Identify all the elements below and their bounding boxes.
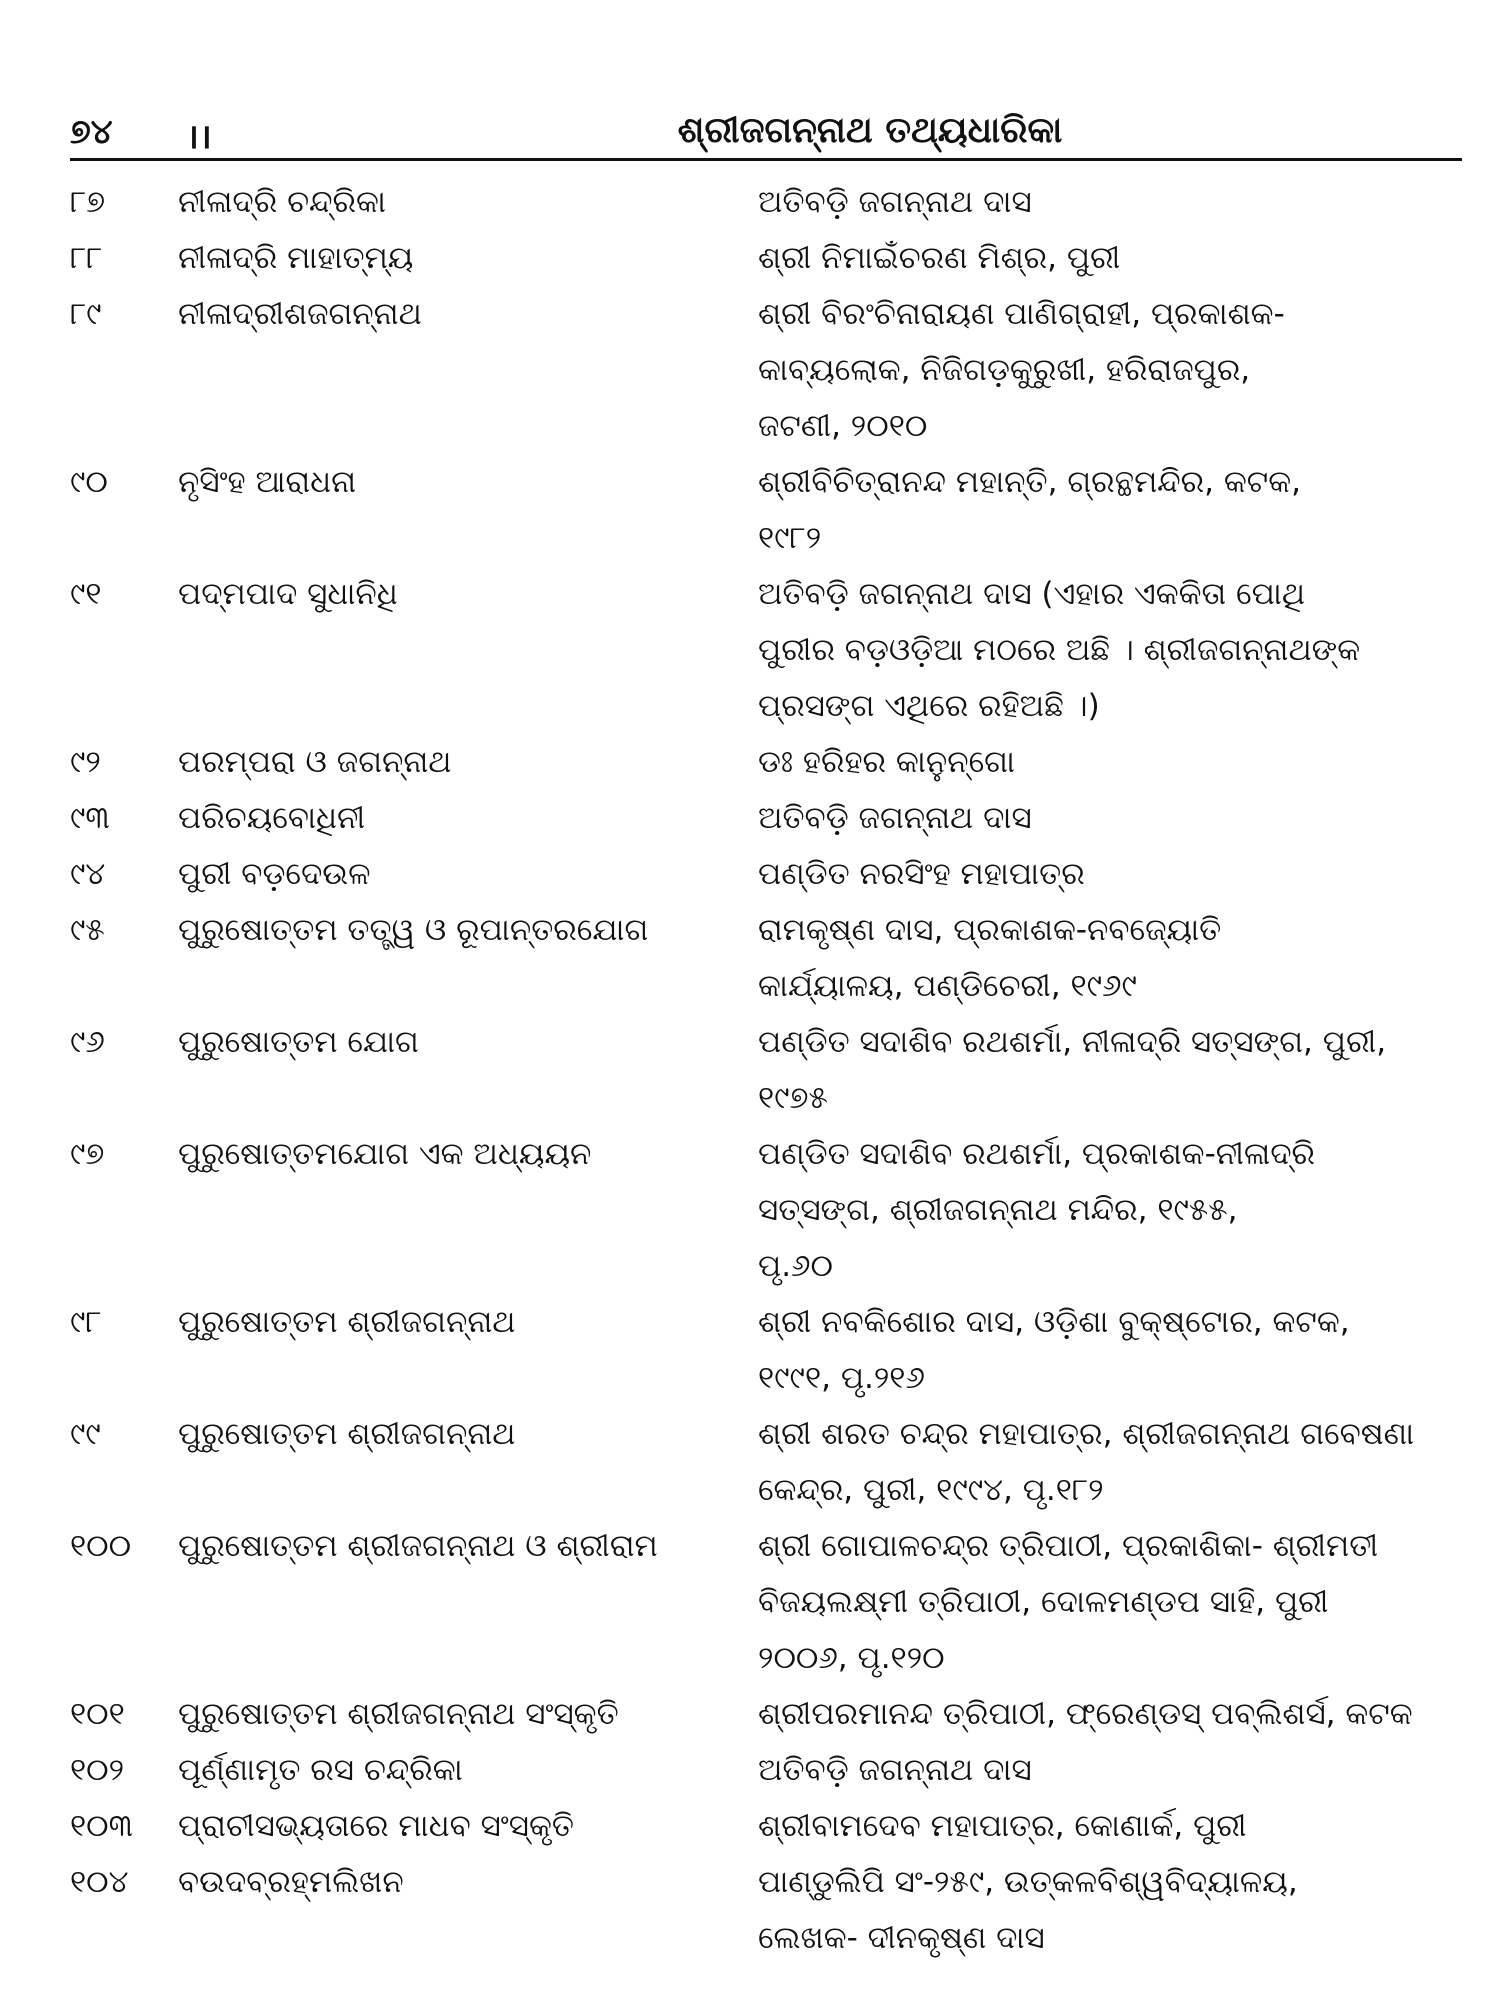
list-item [70, 174, 1462, 230]
entry-author-line: ଶ୍ରୀବାମଦେବ ମହାପାତ୍ର, କୋଣାର୍କ, ପୁରୀ [758, 1808, 1247, 1844]
list-item [70, 1014, 1462, 1126]
list-item [70, 1854, 1462, 1966]
entry-author-line: ଶ୍ରୀ ନିମାଇଁଚରଣ ମିଶ୍ର, ପୁରୀ [758, 240, 1121, 276]
list-item [70, 454, 1462, 566]
list-item [70, 734, 1462, 790]
entry-author-line: କାବ୍ୟଲୋକ, ନିଜିଗଡ଼କୁରୁଖୀ, ହରିରାଜପୁର, [758, 352, 1251, 388]
entry-author [758, 902, 1462, 1014]
entry-number: ୯୮ [70, 1304, 102, 1340]
entry-author-line: ବିଜୟଲକ୍ଷ୍ମୀ ତ୍ରିପାଠୀ, ଦୋଳମଣ୍ଡପ ସାହି, ପୁରୀ [758, 1584, 1329, 1620]
entry-number: ୧୦୧ [70, 1696, 125, 1732]
list-item [70, 846, 1462, 902]
entry-author [758, 174, 1462, 230]
entry-number: ୯୨ [70, 744, 101, 780]
running-title: ଶ୍ରୀଜଗନ୍ନାଥ ତଥ୍ୟଧାରିକା [677, 110, 1063, 151]
entry-author-line: ଶ୍ରୀ ଗୋପାଳଚନ୍ଦ୍ର ତ୍ରିପାଠୀ, ପ୍ରକାଶିକା- ଶ୍ରୀମତୀ [758, 1528, 1379, 1564]
entry-author-line: ପୃ.୬୦ [758, 1248, 833, 1284]
entry-author-line: ପ୍ରସଙ୍ଗ ଏଥିରେ ରହିଅଛି ।) [758, 688, 1100, 724]
entry-number: ୮୮ [70, 240, 103, 276]
list-item [70, 1126, 1462, 1294]
entry-title: ପ୍ରାଚୀସଭ୍ୟତାରେ ମାଧବ ସଂସ୍କୃତି [178, 1808, 574, 1844]
entry-number: ୧୦୩ [70, 1808, 133, 1844]
entry-author [758, 286, 1462, 454]
entry-number: ୯୯ [70, 1416, 101, 1452]
entry-title: ପୁରୁଷୋତ୍ତମ ଶ୍ରୀଜଗନ୍ନାଥ [178, 1304, 516, 1340]
list-item [70, 1686, 1462, 1742]
entry-author-line: କାର୍ଯ୍ୟାଳୟ, ପଣ୍ଡିଚେରୀ, ୧୯୬୯ [758, 968, 1137, 1004]
entry-author [758, 1294, 1462, 1406]
entry-author-line: ଅତିବଡ଼ି ଜଗନ୍ନାଥ ଦାସ [758, 800, 1032, 836]
entry-author-line: ଶ୍ରୀପରମାନନ୍ଦ ତ୍ରିପାଠୀ, ଫ୍ରେଣ୍ଡସ୍ ପବ୍ଲିଶର୍ସ, କଟକ [758, 1696, 1413, 1732]
entry-number: ୯୫ [70, 912, 105, 948]
entry-author-line: ୧୯୭୫ [758, 1080, 828, 1116]
list-item [70, 1294, 1462, 1406]
entry-author [758, 1742, 1462, 1798]
header-rule [70, 158, 1462, 161]
entry-author-line: ୧୯୯୧, ପୃ.୨୧୬ [758, 1360, 925, 1396]
entry-title: ପୁରୁଷୋତ୍ତମ ଶ୍ରୀଜଗନ୍ନାଥ ସଂସ୍କୃତି [178, 1696, 619, 1732]
entry-title: ପରିଚୟବୋଧିନୀ [178, 800, 366, 836]
entry-author-line: ଶ୍ରୀ ନବକିଶୋର ଦାସ, ଓଡ଼ିଶା ବୁକ୍‌ଷ୍ଟୋର, କଟକ, [758, 1304, 1350, 1340]
list-item [70, 286, 1462, 454]
list-item [70, 230, 1462, 286]
entry-author-line: ପଣ୍ଡିତ ନରସିଂହ ମହାପାତ୍ର [758, 856, 1085, 892]
bibliography-list [70, 174, 1462, 1966]
entry-author-line: ରାମକୃଷ୍ଣ ଦାସ, ପ୍ରକାଶକ-ନବଜ୍ୟୋତି [758, 912, 1222, 948]
entry-author-line: ଡଃ ହରିହର କାନୁନ୍‌ଗୋ [758, 744, 1015, 780]
entry-author [758, 734, 1462, 790]
entry-title: ପଦ୍ମପାଦ ସୁଧାନିଧି [178, 576, 398, 612]
list-item [70, 1518, 1462, 1686]
list-item [70, 790, 1462, 846]
entry-title: ପୂର୍ଣ୍ଣାମୃତ ରସ ଚନ୍ଦ୍ରିକା [178, 1752, 463, 1788]
entry-number: ୯୩ [70, 800, 110, 836]
entry-author-line: କେନ୍ଦ୍ର, ପୁରୀ, ୧୯୯୪, ପୃ.୧୮୨ [758, 1472, 1104, 1508]
entry-author [758, 846, 1462, 902]
entry-title: ପୁରୁଷୋତ୍ତମ ତତ୍ତ୍ୱ ଓ ରୂପାନ୍ତରଯୋଗ [178, 912, 649, 948]
entry-number: ୧୦୦ [70, 1528, 132, 1564]
list-item [70, 1742, 1462, 1798]
entry-author-line: ପାଣ୍ଡୁଲିପି ସଂ-୨୫୯, ଉତ୍କଳବିଶ୍ୱବିଦ୍ୟାଳୟ, [758, 1864, 1298, 1900]
entry-number: ୯୧ [70, 576, 102, 612]
entry-author-line: ୨୦୦୬, ପୃ.୧୨୦ [758, 1640, 945, 1676]
entry-title: ପୁରୁଷୋତ୍ତମ ଶ୍ରୀଜଗନ୍ନାଥ ଓ ଶ୍ରୀରାମ [178, 1528, 658, 1564]
entry-author-line: ଶ୍ରୀ ଶରତ ଚନ୍ଦ୍ର ମହାପାତ୍ର, ଶ୍ରୀଜଗନ୍ନାଥ ଗବେଷଣା [758, 1416, 1415, 1452]
entry-title: ପରମ୍ପରା ଓ ଜଗନ୍ନାଥ [178, 744, 452, 780]
entry-author [758, 1686, 1462, 1742]
entry-number: ୮୭ [70, 184, 106, 220]
entry-number: ୯୭ [70, 1136, 105, 1172]
entry-author-line: ଅତିବଡ଼ି ଜଗନ୍ନାଥ ଦାସ [758, 184, 1032, 220]
entry-title: ପୁରୁଷୋତ୍ତମ ଶ୍ରୀଜଗନ୍ନାଥ [178, 1416, 516, 1452]
list-item [70, 566, 1462, 734]
entry-title: ପୁରୀ ବଡ଼ଦେଉଳ [178, 856, 371, 892]
entry-author [758, 1798, 1462, 1854]
entry-title: ନୀଳାଦ୍ରୀଶଜଗନ୍ନାଥ [178, 296, 422, 332]
entry-author-line: ଶ୍ରୀବିଚିତ୍ରାନନ୍ଦ ମହାନ୍ତି, ଗ୍ରନ୍ଥମନ୍ଦିର, କଟକ, [758, 464, 1302, 500]
entry-author [758, 1406, 1462, 1518]
entry-number: ୮୯ [70, 296, 102, 332]
entry-title: ପୁରୁଷୋତ୍ତମ ଯୋଗ [178, 1024, 419, 1060]
entry-number: ୯୦ [70, 464, 108, 500]
entry-title: ନୀଳାଦ୍ରି ଚନ୍ଦ୍ରିକା [178, 184, 387, 220]
entry-title: ପୁରୁଷୋତ୍ତମଯୋଗ ଏକ ଅଧ୍ୟୟନ [178, 1136, 592, 1172]
entry-title: ନୀଳାଦ୍ରି ମାହାତ୍ମ୍ୟ [178, 240, 414, 276]
entry-number: ୯୬ [70, 1024, 105, 1060]
entry-author-line: ପଣ୍ଡିତ ସଦାଶିବ ରଥଶର୍ମା, ପ୍ରକାଶକ-ନୀଳାଦ୍ରି [758, 1136, 1316, 1172]
entry-author [758, 1518, 1462, 1686]
entry-author-line: ଶ୍ରୀ ବିରଂଚିନାରାୟଣ ପାଣିଗ୍ରାହୀ, ପ୍ରକାଶକ- [758, 296, 1285, 332]
entry-author-line: ୧୯୮୨ [758, 520, 822, 556]
entry-author-line: ଅତିବଡ଼ି ଜଗନ୍ନାଥ ଦାସ (ଏହାର ଏକକିତା ପୋଥି [758, 576, 1306, 612]
page-number: ୭୪ [70, 112, 113, 152]
list-item [70, 1406, 1462, 1518]
entry-author-line: ପୁରୀର ବଡ଼ଓଡ଼ିଆ ମଠରେ ଅଛି । ଶ୍ରୀଜଗନ୍ନାଥଙ୍କ [758, 632, 1361, 668]
entry-author [758, 454, 1462, 566]
entry-author [758, 1014, 1462, 1126]
header-separator: ।। [186, 117, 212, 157]
entry-number: ୧୦୪ [70, 1864, 129, 1900]
entry-title: ନୃସିଂହ ଆରାଧନା [178, 464, 357, 500]
entry-author-line: ସତ୍‌ସଙ୍ଗ, ଶ୍ରୀଜଗନ୍ନାଥ ମନ୍ଦିର, ୧୯୫୫, [758, 1192, 1238, 1228]
page-header [70, 106, 1460, 158]
list-item [70, 902, 1462, 1014]
entry-title: ବଉଦବ୍ରହ୍ମଲିଖନ [178, 1864, 404, 1900]
entry-author-line: ଅତିବଡ଼ି ଜଗନ୍ନାଥ ଦାସ [758, 1752, 1032, 1788]
entry-number: ୧୦୨ [70, 1752, 125, 1788]
entry-author [758, 790, 1462, 846]
entry-number: ୯୪ [70, 856, 106, 892]
entry-author [758, 566, 1462, 734]
entry-author [758, 1854, 1462, 1966]
entry-author-line: ଲେଖକ- ଦୀନକୃଷ୍ଣ ଦାସ [758, 1920, 1045, 1956]
list-item [70, 1798, 1462, 1854]
entry-author [758, 1126, 1462, 1294]
entry-author-line: ଜଟଣୀ, ୨୦୧୦ [758, 408, 928, 444]
entry-author-line: ପଣ୍ଡିତ ସଦାଶିବ ରଥଶର୍ମା, ନୀଳାଦ୍ରି ସତ୍‌ସଙ୍ଗ, ପୁରୀ, [758, 1024, 1387, 1060]
entry-author [758, 230, 1462, 286]
